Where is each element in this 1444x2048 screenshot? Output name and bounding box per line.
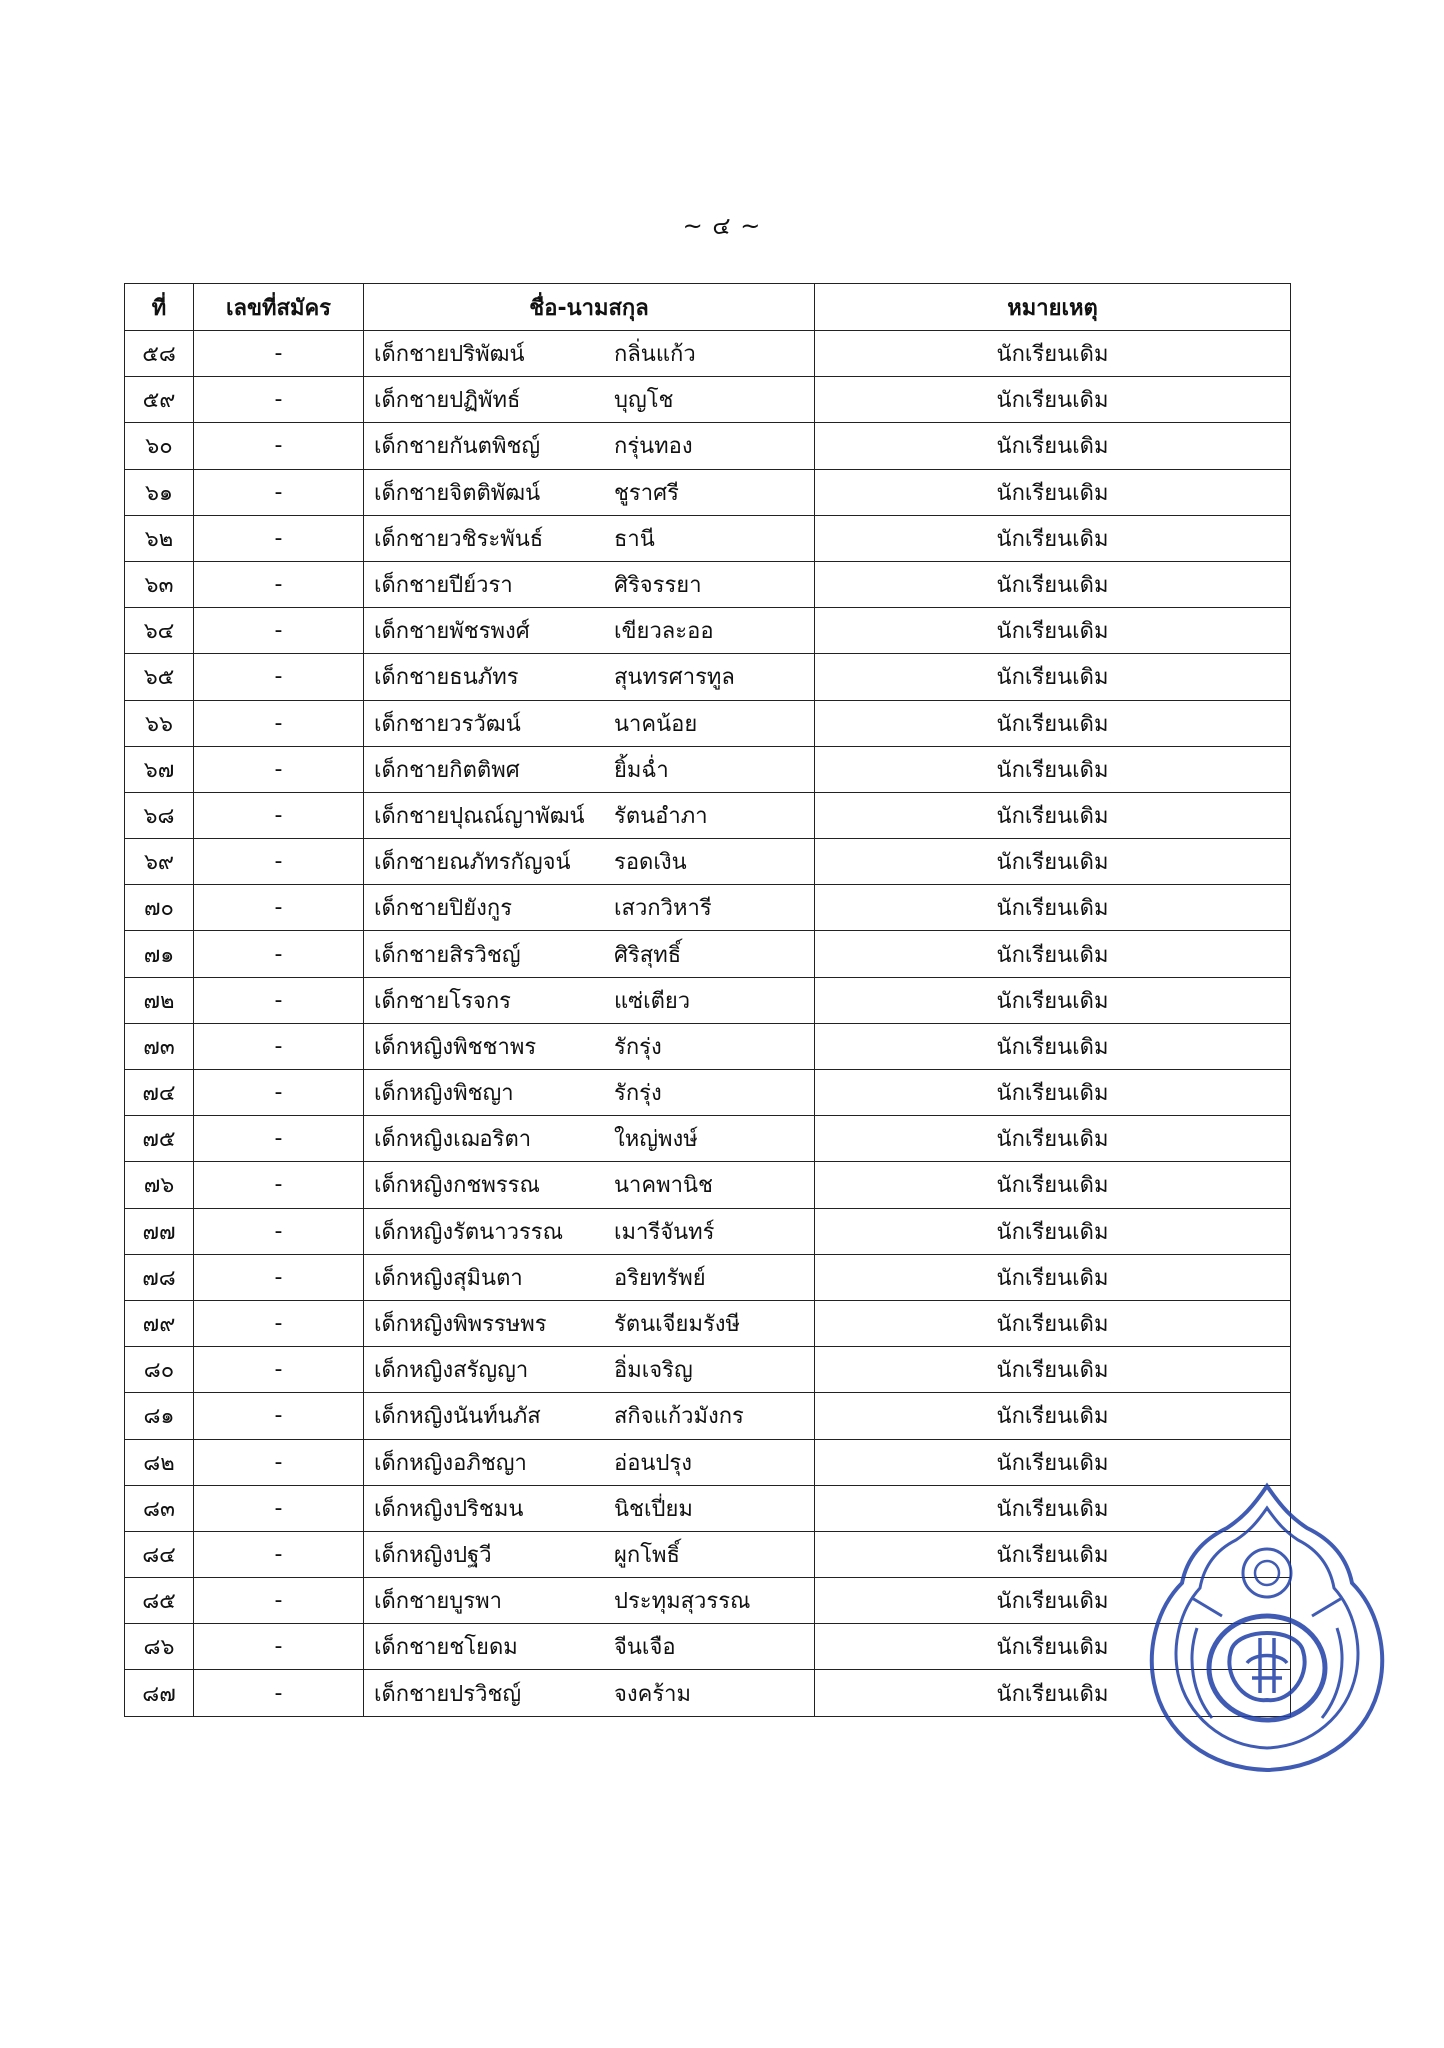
note-cell: นักเรียนเดิม: [815, 1531, 1291, 1577]
student-last-name: เสวกวิหารี: [614, 896, 712, 922]
student-last-name: รอดเงิน: [614, 850, 687, 876]
student-last-name: ใหญ่พงษ์: [614, 1127, 698, 1153]
column-header-note: หมายเหตุ: [815, 284, 1291, 331]
note-cell: นักเรียนเดิม: [815, 654, 1291, 700]
student-first-name: เด็กหญิงกชพรรณ: [374, 1173, 540, 1199]
row-number: ๖๑: [125, 469, 194, 515]
table-row: [125, 1254, 1291, 1300]
student-first-name: เด็กชายปุณณ์ญาพัฒน์: [374, 803, 585, 829]
student-name-cell: [364, 792, 815, 838]
note-cell: นักเรียนเดิม: [815, 561, 1291, 607]
student-name-cell: [364, 1116, 815, 1162]
student-last-name: ชูราศรี: [614, 480, 679, 506]
row-number: ๖๙: [125, 839, 194, 885]
student-last-name: กลิ่นแก้ว: [614, 342, 696, 368]
student-first-name: เด็กหญิงนันท์นภัส: [374, 1404, 541, 1430]
student-first-name: เด็กชายโรจกร: [374, 988, 511, 1014]
table-row: [125, 515, 1291, 561]
row-number: ๗๕: [125, 1116, 194, 1162]
table-row: [125, 1393, 1291, 1439]
student-first-name: เด็กชายบูรพา: [374, 1589, 502, 1615]
student-name-cell: [364, 1439, 815, 1485]
student-last-name: อริยทรัพย์: [614, 1265, 706, 1291]
row-number: ๘๒: [125, 1439, 194, 1485]
note-cell: นักเรียนเดิม: [815, 1485, 1291, 1531]
student-first-name: เด็กชายธนภัทร: [374, 665, 519, 691]
note-cell: นักเรียนเดิม: [815, 377, 1291, 423]
application-number: -: [194, 1531, 364, 1577]
table-row: [125, 608, 1291, 654]
student-last-name: สกิจแก้วมังกร: [614, 1404, 744, 1430]
student-name-cell: [364, 1485, 815, 1531]
student-last-name: ศิริสุทธิ์: [614, 942, 682, 968]
student-first-name: เด็กหญิงปฐวี: [374, 1542, 492, 1568]
application-number: -: [194, 885, 364, 931]
student-first-name: เด็กชายจิตติพัฒน์: [374, 480, 541, 506]
application-number: -: [194, 1300, 364, 1346]
student-first-name: เด็กชายชโยดม: [374, 1635, 518, 1661]
student-first-name: เด็กชายปรวิชญ์: [374, 1681, 522, 1707]
table-row: [125, 1023, 1291, 1069]
student-name-cell: [364, 377, 815, 423]
student-last-name: เขียวละออ: [614, 619, 714, 645]
table-row: [125, 746, 1291, 792]
row-number: ๘๔: [125, 1531, 194, 1577]
column-header-name: ชื่อ-นามสกุล: [364, 284, 815, 331]
application-number: -: [194, 700, 364, 746]
row-number: ๖๔: [125, 608, 194, 654]
student-last-name: รัตนอำภา: [614, 803, 708, 829]
application-number: -: [194, 1208, 364, 1254]
student-first-name: เด็กหญิงสุมินตา: [374, 1265, 523, 1291]
application-number: -: [194, 1439, 364, 1485]
student-last-name: แซ่เตียว: [614, 988, 691, 1014]
application-number: -: [194, 331, 364, 377]
row-number: ๖๘: [125, 792, 194, 838]
student-name-cell: [364, 654, 815, 700]
application-number: -: [194, 469, 364, 515]
table-row: [125, 1347, 1291, 1393]
table-row: [125, 700, 1291, 746]
student-name-cell: [364, 1208, 815, 1254]
student-first-name: เด็กหญิงสรัญญา: [374, 1358, 529, 1384]
student-name-cell: [364, 1624, 815, 1670]
student-first-name: เด็กชายสิรวิชญ์: [374, 942, 521, 968]
student-name-cell: [364, 1393, 815, 1439]
student-last-name: อ่อนปรุง: [614, 1450, 692, 1476]
student-first-name: เด็กชายกิตติพศ: [374, 757, 520, 783]
table-row: [125, 469, 1291, 515]
row-number: ๗๙: [125, 1300, 194, 1346]
student-first-name: เด็กชายณภัทรกัญจน์: [374, 850, 571, 876]
application-number: -: [194, 1023, 364, 1069]
note-cell: นักเรียนเดิม: [815, 1300, 1291, 1346]
row-number: ๗๗: [125, 1208, 194, 1254]
note-cell: นักเรียนเดิม: [815, 469, 1291, 515]
student-last-name: นิชเปี่ยม: [614, 1496, 693, 1522]
application-number: -: [194, 931, 364, 977]
note-cell: นักเรียนเดิม: [815, 1116, 1291, 1162]
row-number: ๗๐: [125, 885, 194, 931]
application-number: -: [194, 1116, 364, 1162]
table-row: [125, 1116, 1291, 1162]
student-last-name: รักรุ่ง: [614, 1034, 662, 1060]
table-row: [125, 1439, 1291, 1485]
note-cell: นักเรียนเดิม: [815, 331, 1291, 377]
row-number: ๘๑: [125, 1393, 194, 1439]
student-last-name: ประทุมสุวรรณ: [614, 1589, 751, 1615]
application-number: -: [194, 1070, 364, 1116]
student-name-cell: [364, 1578, 815, 1624]
student-first-name: เด็กหญิงพิชชาพร: [374, 1034, 537, 1060]
table-row: [125, 1208, 1291, 1254]
note-cell: นักเรียนเดิม: [815, 1023, 1291, 1069]
student-name-cell: [364, 1300, 815, 1346]
note-cell: นักเรียนเดิม: [815, 1578, 1291, 1624]
student-first-name: เด็กหญิงพิชญา: [374, 1081, 514, 1107]
application-number: -: [194, 1485, 364, 1531]
student-last-name: นาคน้อย: [614, 711, 698, 737]
application-number: -: [194, 377, 364, 423]
table-row: [125, 331, 1291, 377]
note-cell: นักเรียนเดิม: [815, 1347, 1291, 1393]
table-row: [125, 377, 1291, 423]
row-number: ๗๓: [125, 1023, 194, 1069]
student-first-name: เด็กชายกันตพิชญ์: [374, 434, 541, 460]
application-number: -: [194, 1624, 364, 1670]
table-header-row: [125, 284, 1291, 331]
column-header-application-no: เลขที่สมัคร: [194, 284, 364, 331]
student-first-name: เด็กหญิงเฌอริตา: [374, 1127, 532, 1153]
student-last-name: รัตนเจียมรังษี: [614, 1312, 741, 1338]
student-first-name: เด็กหญิงรัตนาวรรณ: [374, 1219, 564, 1245]
student-last-name: บุญโช: [614, 388, 674, 414]
row-number: ๘๗: [125, 1670, 194, 1716]
table-row: [125, 1670, 1291, 1716]
column-header-no: ที่: [125, 284, 194, 331]
student-name-cell: [364, 746, 815, 792]
application-number: -: [194, 608, 364, 654]
student-name-cell: [364, 885, 815, 931]
student-first-name: เด็กชายปิยังกูร: [374, 896, 513, 922]
application-number: -: [194, 839, 364, 885]
row-number: ๖๓: [125, 561, 194, 607]
table-row: [125, 885, 1291, 931]
student-name-cell: [364, 608, 815, 654]
note-cell: นักเรียนเดิม: [815, 792, 1291, 838]
note-cell: นักเรียนเดิม: [815, 746, 1291, 792]
note-cell: นักเรียนเดิม: [815, 1208, 1291, 1254]
row-number: ๖๖: [125, 700, 194, 746]
application-number: -: [194, 1578, 364, 1624]
page-number: ~ ๔ ~: [682, 212, 762, 240]
table-row: [125, 931, 1291, 977]
note-cell: นักเรียนเดิม: [815, 700, 1291, 746]
student-name-cell: [364, 469, 815, 515]
application-number: -: [194, 977, 364, 1023]
row-number: ๗๖: [125, 1162, 194, 1208]
row-number: ๖๗: [125, 746, 194, 792]
table-row: [125, 1070, 1291, 1116]
note-cell: นักเรียนเดิม: [815, 1162, 1291, 1208]
row-number: ๘๓: [125, 1485, 194, 1531]
table-row: [125, 1531, 1291, 1577]
table-row: [125, 792, 1291, 838]
student-last-name: ยิ้มฉ่ำ: [614, 757, 669, 783]
note-cell: นักเรียนเดิม: [815, 1439, 1291, 1485]
row-number: ๕๙: [125, 377, 194, 423]
row-number: ๗๑: [125, 931, 194, 977]
student-first-name: เด็กชายปีย์วรา: [374, 573, 513, 599]
row-number: ๖๐: [125, 423, 194, 469]
row-number: ๗๘: [125, 1254, 194, 1300]
student-name-cell: [364, 331, 815, 377]
student-name-cell: [364, 423, 815, 469]
school-emblem-stamp-icon: [1142, 1478, 1392, 1788]
student-last-name: สุนทรศารทูล: [614, 665, 735, 691]
student-last-name: ศิริจรรยา: [614, 573, 702, 599]
row-number: ๘๕: [125, 1578, 194, 1624]
student-name-cell: [364, 700, 815, 746]
student-last-name: ผูกโพธิ์: [614, 1542, 680, 1568]
row-number: ๕๘: [125, 331, 194, 377]
student-name-cell: [364, 839, 815, 885]
note-cell: นักเรียนเดิม: [815, 1393, 1291, 1439]
table-row: [125, 1300, 1291, 1346]
application-number: -: [194, 1670, 364, 1716]
application-number: -: [194, 423, 364, 469]
student-first-name: เด็กหญิงพิพรรษพร: [374, 1312, 547, 1338]
note-cell: นักเรียนเดิม: [815, 885, 1291, 931]
student-last-name: กรุ่นทอง: [614, 434, 693, 460]
student-first-name: เด็กหญิงปริชมน: [374, 1496, 524, 1522]
student-first-name: เด็กชายพัชรพงศ์: [374, 619, 530, 645]
application-number: -: [194, 515, 364, 561]
note-cell: นักเรียนเดิม: [815, 1070, 1291, 1116]
row-number: ๘๖: [125, 1624, 194, 1670]
table-row: [125, 839, 1291, 885]
table-row: [125, 1624, 1291, 1670]
application-number: -: [194, 1347, 364, 1393]
application-number: -: [194, 746, 364, 792]
application-number: -: [194, 792, 364, 838]
note-cell: นักเรียนเดิม: [815, 1254, 1291, 1300]
application-number: -: [194, 1254, 364, 1300]
student-name-cell: [364, 1254, 815, 1300]
note-cell: นักเรียนเดิม: [815, 977, 1291, 1023]
student-last-name: รักรุ่ง: [614, 1081, 662, 1107]
note-cell: นักเรียนเดิม: [815, 839, 1291, 885]
application-number: -: [194, 561, 364, 607]
table-row: [125, 423, 1291, 469]
student-name-cell: [364, 977, 815, 1023]
note-cell: นักเรียนเดิม: [815, 608, 1291, 654]
row-number: ๖๒: [125, 515, 194, 561]
student-last-name: จีนเจือ: [614, 1635, 676, 1661]
student-name-cell: [364, 1347, 815, 1393]
table-row: [125, 1485, 1291, 1531]
table-row: [125, 1162, 1291, 1208]
row-number: ๘๐: [125, 1347, 194, 1393]
row-number: ๗๒: [125, 977, 194, 1023]
student-first-name: เด็กชายวชิระพันธ์: [374, 526, 544, 552]
student-first-name: เด็กหญิงอภิชญา: [374, 1450, 527, 1476]
student-last-name: เมารีจันทร์: [614, 1219, 715, 1245]
note-cell: นักเรียนเดิม: [815, 515, 1291, 561]
student-name-cell: [364, 931, 815, 977]
student-name-cell: [364, 515, 815, 561]
note-cell: นักเรียนเดิม: [815, 931, 1291, 977]
student-last-name: นาคพานิช: [614, 1173, 713, 1199]
student-last-name: จงคร้าม: [614, 1681, 692, 1707]
student-name-cell: [364, 1070, 815, 1116]
table-row: [125, 561, 1291, 607]
note-cell: นักเรียนเดิม: [815, 1624, 1291, 1670]
student-name-cell: [364, 1023, 815, 1069]
table-body: [125, 331, 1291, 1717]
student-last-name: อิ่มเจริญ: [614, 1358, 693, 1384]
row-number: ๗๔: [125, 1070, 194, 1116]
note-cell: นักเรียนเดิม: [815, 1670, 1291, 1716]
row-number: ๖๕: [125, 654, 194, 700]
application-number: -: [194, 654, 364, 700]
student-name-cell: [364, 1670, 815, 1716]
application-number: -: [194, 1162, 364, 1208]
student-name-cell: [364, 1162, 815, 1208]
student-last-name: ธานี: [614, 526, 655, 552]
student-first-name: เด็กชายปฏิพัทธ์: [374, 388, 521, 414]
application-number: -: [194, 1393, 364, 1439]
table-row: [125, 1578, 1291, 1624]
student-name-cell: [364, 1531, 815, 1577]
note-cell: นักเรียนเดิม: [815, 423, 1291, 469]
student-first-name: เด็กชายปริพัฒน์: [374, 342, 525, 368]
student-name-cell: [364, 561, 815, 607]
student-roster-table: [124, 283, 1291, 1717]
table-row: [125, 977, 1291, 1023]
student-first-name: เด็กชายวรวัฒน์: [374, 711, 521, 737]
table-row: [125, 654, 1291, 700]
